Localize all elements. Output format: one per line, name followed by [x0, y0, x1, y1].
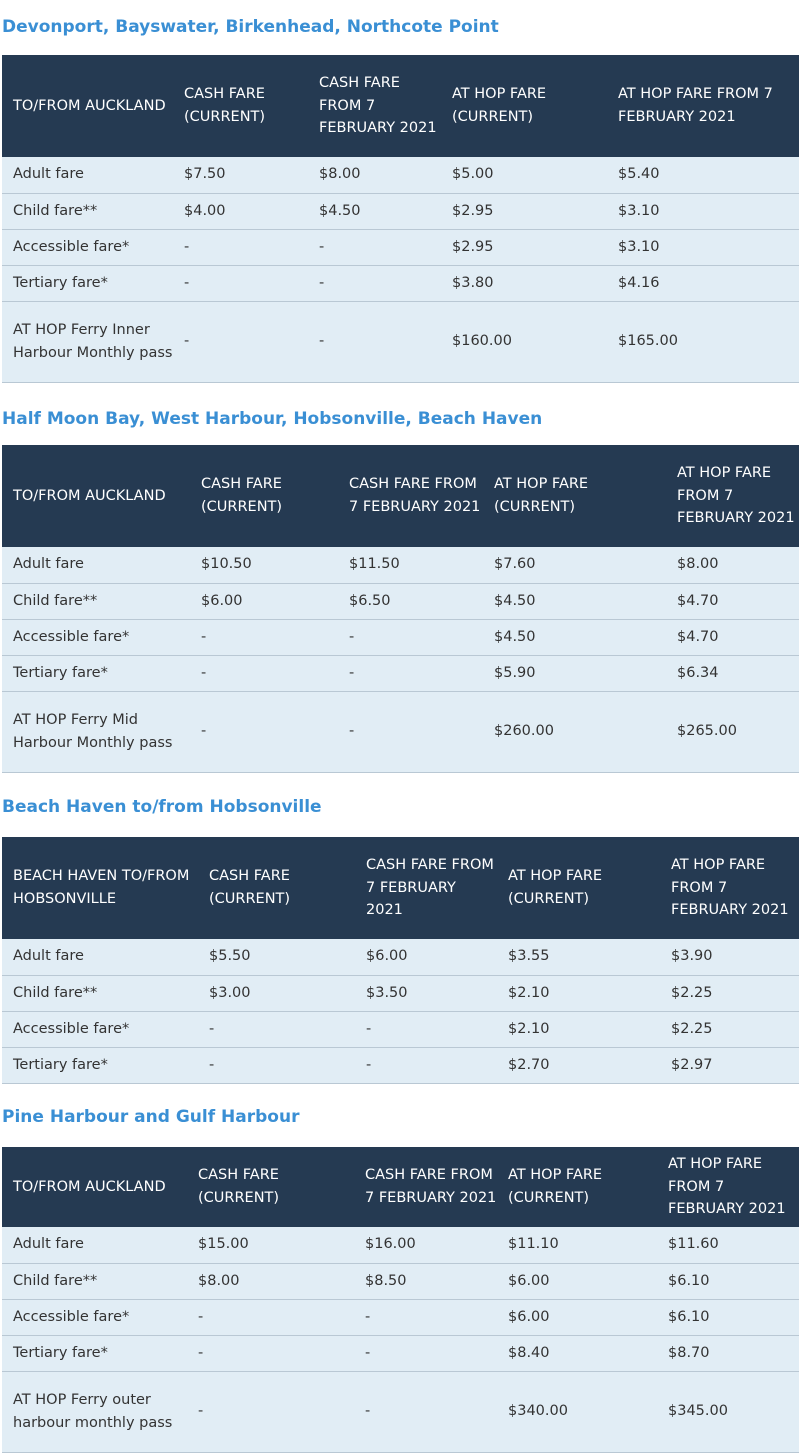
hop-current-cell: $2.10 [497, 975, 660, 1011]
table-row [2, 939, 799, 975]
column-header-hop-new: AT HOP FARE FROM 7 FEBRUARY 2021 [666, 445, 799, 547]
hop-new-cell: $5.40 [607, 157, 799, 193]
table-row [2, 583, 799, 619]
fare-type-cell: AT HOP Ferry Inner Harbour Monthly pass [2, 301, 173, 382]
cash-new-cell: $6.00 [355, 939, 497, 975]
hop-new-cell: $2.25 [660, 975, 799, 1011]
table-header-row [2, 55, 799, 157]
cash-new-cell: - [338, 691, 483, 772]
table-header-row [2, 1147, 799, 1227]
hop-new-cell: $6.10 [657, 1263, 799, 1299]
hop-new-cell: $2.25 [660, 1011, 799, 1047]
fare-table [2, 1147, 799, 1453]
cash-current-cell: $8.00 [187, 1263, 354, 1299]
hop-new-cell: $3.10 [607, 229, 799, 265]
hop-new-cell: $3.90 [660, 939, 799, 975]
cash-new-cell: $8.50 [354, 1263, 497, 1299]
hop-current-cell: $6.00 [497, 1299, 657, 1335]
fare-type-cell: Tertiary fare* [2, 1047, 198, 1083]
cash-new-cell: - [308, 265, 441, 301]
cash-new-cell: - [354, 1335, 497, 1371]
hop-current-cell: $2.95 [441, 193, 607, 229]
fare-type-cell: Accessible fare* [2, 229, 173, 265]
table-row [2, 193, 799, 229]
fare-type-cell: Adult fare [2, 547, 190, 583]
hop-current-cell: $5.00 [441, 157, 607, 193]
cash-current-cell: - [198, 1047, 355, 1083]
hop-current-cell: $7.60 [483, 547, 666, 583]
hop-new-cell: $11.60 [657, 1227, 799, 1263]
table-row [2, 157, 799, 193]
fare-type-cell: AT HOP Ferry outer harbour monthly pass [2, 1371, 187, 1452]
table-row [2, 1263, 799, 1299]
hop-new-cell: $165.00 [607, 301, 799, 382]
cash-new-cell: - [354, 1299, 497, 1335]
fare-type-cell: Adult fare [2, 157, 173, 193]
table-row [2, 265, 799, 301]
column-header-hop-current: AT HOP FARE (CURRENT) [497, 1147, 657, 1227]
column-header-hop-current: AT HOP FARE (CURRENT) [497, 837, 660, 939]
section-title: Pine Harbour and Gulf Harbour [2, 1107, 300, 1127]
cash-current-cell: - [187, 1371, 354, 1452]
table-row [2, 975, 799, 1011]
fare-type-cell: AT HOP Ferry Mid Harbour Monthly pass [2, 691, 190, 772]
column-header-cash-new: CASH FARE FROM 7 FEBRUARY 2021 [354, 1147, 497, 1227]
table-row [2, 691, 799, 772]
hop-current-cell: $260.00 [483, 691, 666, 772]
cash-new-cell: $6.50 [338, 583, 483, 619]
fare-type-cell: Tertiary fare* [2, 1335, 187, 1371]
hop-current-cell: $340.00 [497, 1371, 657, 1452]
column-header-hop-current: AT HOP FARE (CURRENT) [441, 55, 607, 157]
column-header-route: TO/FROM AUCKLAND [2, 55, 173, 157]
hop-new-cell: $265.00 [666, 691, 799, 772]
section-title: Devonport, Bayswater, Birkenhead, Northcote Point [2, 17, 499, 37]
cash-new-cell: - [338, 655, 483, 691]
cash-new-cell: $3.50 [355, 975, 497, 1011]
hop-new-cell: $6.10 [657, 1299, 799, 1335]
hop-current-cell: $160.00 [441, 301, 607, 382]
fare-type-cell: Child fare** [2, 975, 198, 1011]
cash-new-cell: - [355, 1047, 497, 1083]
column-header-cash-current: CASH FARE (CURRENT) [187, 1147, 354, 1227]
cash-new-cell: $8.00 [308, 157, 441, 193]
table-row [2, 1371, 799, 1452]
cash-current-cell: $3.00 [198, 975, 355, 1011]
table-row [2, 1299, 799, 1335]
hop-current-cell: $2.10 [497, 1011, 660, 1047]
section-title: Beach Haven to/from Hobsonville [2, 797, 322, 817]
fare-table [2, 837, 799, 1084]
cash-current-cell: $4.00 [173, 193, 308, 229]
fare-type-cell: Accessible fare* [2, 619, 190, 655]
cash-new-cell: - [354, 1371, 497, 1452]
hop-new-cell: $4.70 [666, 583, 799, 619]
cash-new-cell: - [308, 301, 441, 382]
cash-current-cell: - [173, 265, 308, 301]
cash-new-cell: $11.50 [338, 547, 483, 583]
cash-current-cell: - [173, 229, 308, 265]
column-header-route: TO/FROM AUCKLAND [2, 445, 190, 547]
hop-current-cell: $5.90 [483, 655, 666, 691]
fare-type-cell: Child fare** [2, 1263, 187, 1299]
column-header-cash-new: CASH FARE FROM 7 FEBRUARY 2021 [338, 445, 483, 547]
section-title: Half Moon Bay, West Harbour, Hobsonville, Beach Haven [2, 409, 543, 429]
hop-new-cell: $2.97 [660, 1047, 799, 1083]
table-row [2, 619, 799, 655]
fare-type-cell: Accessible fare* [2, 1299, 187, 1335]
cash-current-cell: - [190, 655, 338, 691]
fare-table [2, 445, 799, 773]
hop-new-cell: $3.10 [607, 193, 799, 229]
fare-type-cell: Tertiary fare* [2, 655, 190, 691]
fare-type-cell: Child fare** [2, 583, 190, 619]
fare-type-cell: Adult fare [2, 1227, 187, 1263]
cash-current-cell: - [187, 1299, 354, 1335]
column-header-cash-new: CASH FARE FROM 7 FEBRUARY 2021 [308, 55, 441, 157]
hop-new-cell: $8.00 [666, 547, 799, 583]
hop-current-cell: $11.10 [497, 1227, 657, 1263]
cash-new-cell: - [308, 229, 441, 265]
cash-new-cell: $16.00 [354, 1227, 497, 1263]
hop-current-cell: $4.50 [483, 619, 666, 655]
cash-current-cell: - [173, 301, 308, 382]
cash-current-cell: - [190, 619, 338, 655]
column-header-route: BEACH HAVEN TO/FROM HOBSONVILLE [2, 837, 198, 939]
hop-new-cell: $8.70 [657, 1335, 799, 1371]
table-header-row [2, 445, 799, 547]
fare-type-cell: Accessible fare* [2, 1011, 198, 1047]
cash-new-cell: - [355, 1011, 497, 1047]
cash-new-cell: - [338, 619, 483, 655]
hop-new-cell: $6.34 [666, 655, 799, 691]
table-header-row [2, 837, 799, 939]
column-header-cash-new: CASH FARE FROM 7 FEBRUARY 2021 [355, 837, 497, 939]
cash-current-cell: - [190, 691, 338, 772]
table-row [2, 1227, 799, 1263]
fare-type-cell: Adult fare [2, 939, 198, 975]
hop-current-cell: $4.50 [483, 583, 666, 619]
column-header-hop-new: AT HOP FARE FROM 7 FEBRUARY 2021 [607, 55, 799, 157]
cash-new-cell: $4.50 [308, 193, 441, 229]
fare-table [2, 55, 799, 383]
fare-type-cell: Tertiary fare* [2, 265, 173, 301]
hop-current-cell: $6.00 [497, 1263, 657, 1299]
fare-type-cell: Child fare** [2, 193, 173, 229]
hop-current-cell: $2.70 [497, 1047, 660, 1083]
cash-current-cell: $6.00 [190, 583, 338, 619]
column-header-route: TO/FROM AUCKLAND [2, 1147, 187, 1227]
table-row [2, 1047, 799, 1083]
cash-current-cell: $10.50 [190, 547, 338, 583]
table-row [2, 547, 799, 583]
cash-current-cell: - [187, 1335, 354, 1371]
table-row [2, 1335, 799, 1371]
hop-current-cell: $8.40 [497, 1335, 657, 1371]
table-row [2, 1011, 799, 1047]
column-header-hop-current: AT HOP FARE (CURRENT) [483, 445, 666, 547]
cash-current-cell: $7.50 [173, 157, 308, 193]
column-header-hop-new: AT HOP FARE FROM 7 FEBRUARY 2021 [660, 837, 799, 939]
table-row [2, 229, 799, 265]
column-header-cash-current: CASH FARE (CURRENT) [190, 445, 338, 547]
column-header-cash-current: CASH FARE (CURRENT) [198, 837, 355, 939]
cash-current-cell: $15.00 [187, 1227, 354, 1263]
table-row [2, 655, 799, 691]
column-header-cash-current: CASH FARE (CURRENT) [173, 55, 308, 157]
table-row [2, 301, 799, 382]
hop-current-cell: $3.80 [441, 265, 607, 301]
hop-current-cell: $2.95 [441, 229, 607, 265]
hop-current-cell: $3.55 [497, 939, 660, 975]
cash-current-cell: $5.50 [198, 939, 355, 975]
hop-new-cell: $345.00 [657, 1371, 799, 1452]
cash-current-cell: - [198, 1011, 355, 1047]
column-header-hop-new: AT HOP FARE FROM 7 FEBRUARY 2021 [657, 1147, 799, 1227]
hop-new-cell: $4.16 [607, 265, 799, 301]
hop-new-cell: $4.70 [666, 619, 799, 655]
